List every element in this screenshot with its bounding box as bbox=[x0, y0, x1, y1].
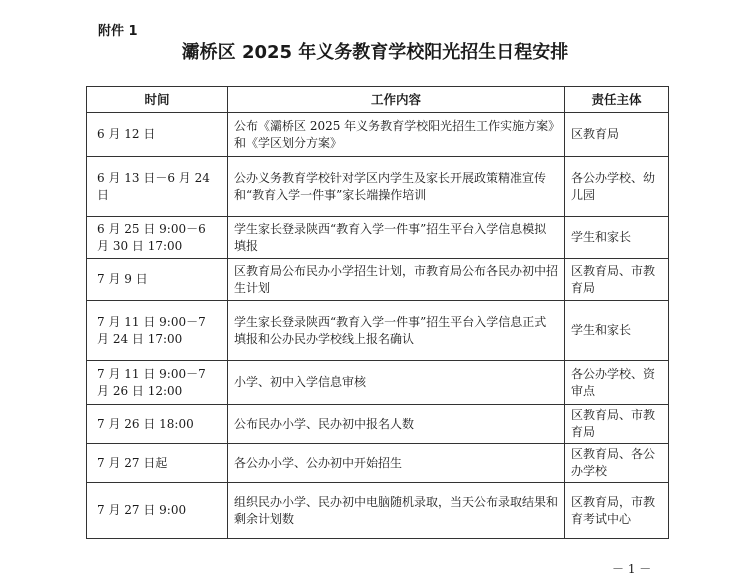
table-row bbox=[87, 157, 669, 217]
row-owner: 区教育局、市教育局 bbox=[565, 259, 669, 301]
table-row bbox=[87, 483, 669, 539]
row-time: 7 月 27 日起 bbox=[87, 444, 228, 483]
row-owner: 区教育局 bbox=[565, 113, 669, 157]
document-title: 灞桥区 2025 年义务教育学校阳光招生日程安排 bbox=[181, 42, 569, 63]
row-owner: 学生和家长 bbox=[565, 217, 669, 259]
row-owner: 学生和家长 bbox=[565, 301, 669, 361]
table-row bbox=[87, 113, 669, 157]
row-content: 组织民办小学、民办初中电脑随机录取，当天公布录取结果和剩余计划数 bbox=[228, 483, 565, 539]
row-content: 公布《灞桥区 2025 年义务教育学校阳光招生工作实施方案》和《学区划分方案》 bbox=[228, 113, 565, 157]
table-row bbox=[87, 301, 669, 361]
row-time: 6 月 25 日 9:00－6 月 30 日 17:00 bbox=[87, 217, 228, 259]
row-time: 7 月 11 日 9:00－7 月 26 日 12:00 bbox=[87, 361, 228, 405]
row-content: 公办义务教育学校针对学区内学生及家长开展政策精准宣传和“教育入学一件事”家长端操作培训 bbox=[228, 157, 565, 217]
row-time: 7 月 11 日 9:00－7 月 24 日 17:00 bbox=[87, 301, 228, 361]
table-row bbox=[87, 405, 669, 444]
header-content: 工作内容 bbox=[228, 87, 565, 113]
table-row bbox=[87, 444, 669, 483]
row-content: 学生家长登录陕西“教育入学一件事”招生平台入学信息正式填报和公办民办学校线上报名确认 bbox=[228, 301, 565, 361]
row-owner: 各公办学校、资审点 bbox=[565, 361, 669, 405]
row-owner: 区教育局、各公办学校 bbox=[565, 444, 669, 483]
schedule-table bbox=[86, 86, 669, 539]
table-row bbox=[87, 217, 669, 259]
row-content: 各公办小学、公办初中开始招生 bbox=[228, 444, 565, 483]
row-time: 7 月 26 日 18:00 bbox=[87, 405, 228, 444]
header-owner: 责任主体 bbox=[565, 87, 669, 113]
row-content: 公布民办小学、民办初中报名人数 bbox=[228, 405, 565, 444]
row-owner: 区教育局，市教育考试中心 bbox=[565, 483, 669, 539]
row-time: 6 月 12 日 bbox=[87, 113, 228, 157]
attachment-label: 附件 1 bbox=[98, 24, 138, 39]
row-owner: 区教育局、市教育局 bbox=[565, 405, 669, 444]
row-owner: 各公办学校、幼儿园 bbox=[565, 157, 669, 217]
header-time: 时间 bbox=[87, 87, 228, 113]
row-content: 区教育局公布民办小学招生计划，市教育局公布各民办初中招生计划 bbox=[228, 259, 565, 301]
table-header-row bbox=[87, 87, 669, 113]
row-time: 6 月 13 日－6 月 24 日 bbox=[87, 157, 228, 217]
row-time: 7 月 9 日 bbox=[87, 259, 228, 301]
table-row bbox=[87, 361, 669, 405]
row-content: 小学、初中入学信息审核 bbox=[228, 361, 565, 405]
row-time: 7 月 27 日 9:00 bbox=[87, 483, 228, 539]
page-number: － 1 － bbox=[612, 562, 652, 576]
row-content: 学生家长登录陕西“教育入学一件事”招生平台入学信息模拟填报 bbox=[228, 217, 565, 259]
table-row bbox=[87, 259, 669, 301]
